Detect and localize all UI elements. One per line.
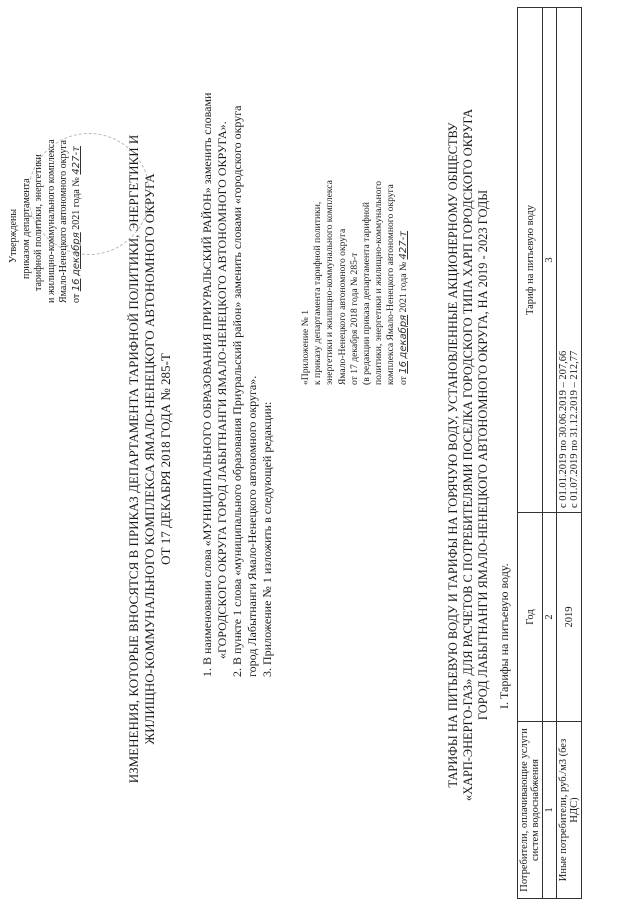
approval-line: тарифной политики, энергетики (33, 154, 44, 291)
amendment-items (200, 7, 275, 677)
handwritten-number: 427-т (70, 146, 82, 175)
doc-title: ИЗМЕНЕНИЯ, КОТОРЫЕ ВНОСЯТСЯ В ПРИКАЗ ДЕПАРТАМЕНТА ТАРИФНОЙ ПОЛИТИКИ, ЭНЕРГЕТИКИ И ЖИЛИЩНО-КОММУНАЛЬНОГО КОМПЛЕКСА ЯМАЛО-НЕНЕЦКОГО АВТОНОМНОГО ОКРУГА ОТ 17 ДЕКАБРЯ 2018 ГОДА № 285-Т (126, 134, 173, 784)
header-cell: Год (518, 513, 543, 722)
header-cell: Потребители, оплачивающие услуги систем водоснабжения (518, 722, 543, 899)
approval-line: Утверждены (8, 208, 19, 263)
section-heading: I. Тарифы на питьевую воду. (497, 563, 511, 709)
tariff-table (517, 7, 582, 899)
header-cell: Тариф на питьевую воду (518, 8, 543, 513)
approval-block (8, 3, 83, 303)
approval-line: приказом департамента (20, 178, 32, 279)
tariff-title: ТАРИФЫ НА ПИТЬЕВУЮ ВОДУ И ТАРИФЫ НА ГОРЯЧУЮ ВОДУ, УСТАНОВЛЕННЫЕ АКЦИОНЕРНОМУ ОБЩЕСТВУ «ХАРП-ЭНЕРГО-ГАЗ» ДЛЯ РАСЧЕТОВ С ПОТРЕБИТЕЛЯМИ ПОСЕЛКА ГОРОДСКОГО ТИПА ХАРП ГОРОДСКОГО ОКРУГА ГОРОД ЛАБЫТНАНГИ ЯМАЛО-НЕНЕЦКОГО АВТОНОМНОГО ОКРУГА, НА 2019 - 2023 ГОДЫ (446, 108, 490, 802)
item-1: 1. В наименовании слова «МУНИЦИПАЛЬНОГО ОБРАЗОВАНИЯ ПРИУРАЛЬСКИЙ РАЙОН» заменить словами «ГОРОДСКОГО ОКРУГА ГОРОД ЛАБЫТНАНГИ ЯМАЛО-НЕНЕЦКОГО АВТОНОМНОГО ОКРУГА». (200, 92, 229, 677)
approval-line: Ямало-Ненецкого автономного округа (58, 140, 69, 303)
table-row: Иные потребители, руб./м3 (без НДС) 2019 с 01.01.2019 по 30.06.2019 – 207,66 с 01.07.2019 по 31.12.2019 – 212,77 (557, 8, 582, 899)
handwritten-month: декабря (70, 232, 82, 277)
approval-line: и жилищно-коммунального комплекса (45, 139, 57, 303)
item-2: 2. В пункте 1 слова «муниципального образования Приуральский район» заменить словами «городского округа город Лабытнанги Ямало-Ненецкого автономного округа». (230, 105, 259, 677)
handwritten-day: 16 (70, 278, 82, 292)
item-3: 3. Приложение № 1 изложить в следующей редакции: (260, 401, 274, 677)
table-number-row: 1 2 3 (543, 8, 557, 899)
approval-date-line: от 16 декабря 2021 года № 427-т (70, 146, 82, 303)
appendix-block: «Приложение № 1 к приказу департамента тарифной политики, энергетики и жилищно-коммунального комплекса Ямало-Ненецкого автономного округа от 17 декабря 2018 года № 285-т (в редакции приказа департамента тарифной политики, энергетики и жилищно-коммунального комплекса Ямало-Ненецкого автономного округа от 16 декабря 2021 года № 427-т (300, 180, 409, 385)
table-header-row (518, 8, 543, 899)
